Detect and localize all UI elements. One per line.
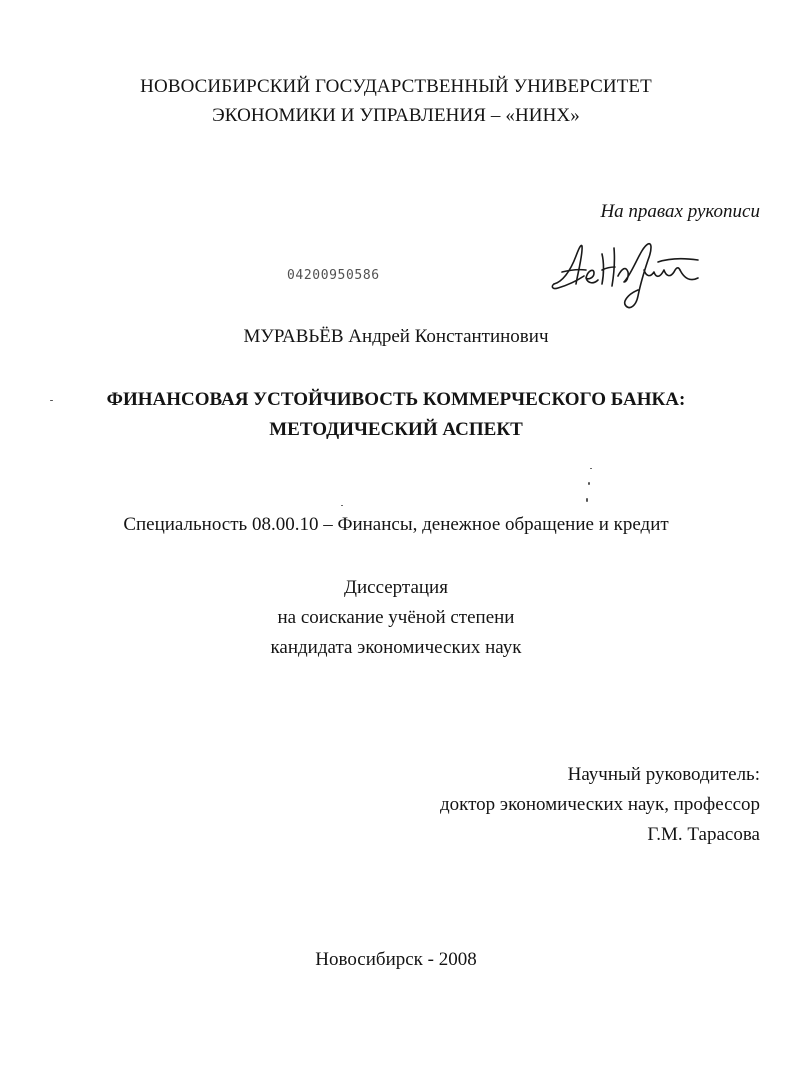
university-name-line2: ЭКОНОМИКИ И УПРАВЛЕНИЯ – «НИНХ» xyxy=(212,105,580,126)
dissertation-title-line2: МЕТОДИЧЕСКИЙ АСПЕКТ xyxy=(269,419,523,440)
scan-speck xyxy=(590,468,592,469)
dissertation-title-line1: ФИНАНСОВАЯ УСТОЙЧИВОСТЬ КОММЕРЧЕСКОГО БАНКА: xyxy=(106,389,686,410)
supervisor-rank: доктор экономических наук, профессор xyxy=(439,794,760,815)
specialty-line: Специальность 08.00.10 – Финансы, денежное обращение и кредит xyxy=(123,514,669,535)
scan-speck xyxy=(586,498,588,502)
degree-line3: кандидата экономических наук xyxy=(270,637,522,658)
city-year: Новосибирск - 2008 xyxy=(315,949,477,970)
supervisor-name: Г.М. Тарасова xyxy=(647,824,760,845)
scan-speck xyxy=(588,482,590,485)
degree-line2: на соискание учёной степени xyxy=(277,607,515,628)
handwritten-signature xyxy=(548,232,708,312)
registration-stamp-number: 04200950586 xyxy=(287,267,380,284)
manuscript-rights-note: На правах рукописи xyxy=(600,201,760,222)
scan-speck xyxy=(50,400,53,401)
degree-line1: Диссертация xyxy=(344,577,448,598)
university-name-line1: НОВОСИБИРСКИЙ ГОСУДАРСТВЕННЫЙ УНИВЕРСИТЕТ xyxy=(140,76,652,97)
scan-speck xyxy=(341,505,343,506)
supervisor-label: Научный руководитель: xyxy=(567,764,760,785)
author-name: МУРАВЬЁВ Андрей Константинович xyxy=(243,326,549,347)
